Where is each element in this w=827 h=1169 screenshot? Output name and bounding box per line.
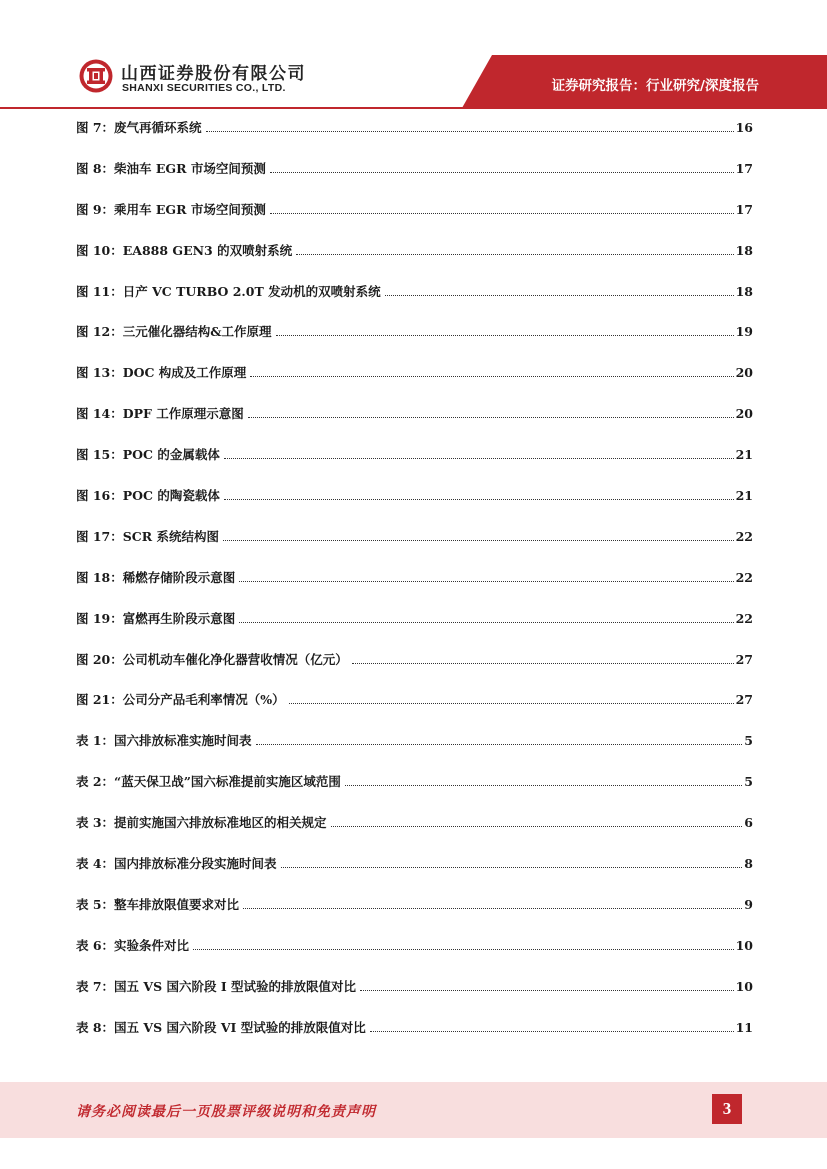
toc-entry-page: 11: [735, 1019, 753, 1035]
toc-entry-page: 20: [735, 406, 753, 422]
toc-entry-page: 16: [735, 120, 753, 135]
toc-entry[interactable]: [76, 484, 753, 525]
page-header: [0, 0, 827, 108]
toc-dot-leader: [289, 703, 734, 704]
toc-entry-page: 18: [735, 283, 753, 299]
toc-entry-label: 图 16：POC 的陶瓷载体: [76, 488, 220, 504]
toc-entry-page: 27: [735, 651, 753, 667]
toc-dot-leader: [239, 622, 733, 623]
toc-entry[interactable]: [76, 320, 753, 361]
toc-entry[interactable]: [76, 729, 753, 770]
toc-entry-label: 表 3：提前实施国六排放标准地区的相关规定: [76, 815, 327, 831]
toc-entry-page: 8: [744, 856, 753, 872]
toc-entry-label: 图 11：日产 VC TURBO 2.0T 发动机的双喷射系统: [76, 283, 381, 299]
toc-entry[interactable]: [76, 157, 753, 198]
toc-entry-label: 图 13：DOC 构成及工作原理: [76, 365, 247, 381]
toc-dot-leader: [281, 867, 743, 868]
toc-entry-page: 5: [744, 774, 753, 790]
toc-dot-leader: [270, 213, 734, 214]
disclaimer-text: 请务必阅读最后一页股票评级说明和免责声明: [76, 1104, 376, 1120]
toc-entry-page: 27: [735, 692, 753, 708]
shanxi-securities-logo-icon: [78, 58, 114, 94]
toc-dot-leader: [224, 499, 734, 500]
toc-entry[interactable]: [76, 566, 753, 607]
toc-entry-page: 19: [735, 324, 753, 340]
toc-entry-page: 18: [735, 242, 753, 258]
toc-entry-label: 表 7：国五 VS 国六阶段 I 型试验的排放限值对比: [76, 978, 357, 994]
toc-entry-label: 表 6：实验条件对比: [76, 937, 190, 953]
toc-entry[interactable]: [76, 893, 753, 934]
toc-entry[interactable]: [76, 198, 753, 239]
toc-dot-leader: [276, 335, 734, 336]
toc-entry-page: 21: [735, 488, 753, 504]
toc-entry[interactable]: [76, 1016, 753, 1057]
header-divider: [0, 107, 827, 109]
toc-entry[interactable]: [76, 975, 753, 1016]
toc-entry-label: 图 17：SCR 系统结构图: [76, 528, 219, 544]
toc-entry[interactable]: [76, 525, 753, 566]
toc-dot-leader: [250, 376, 733, 377]
toc-entry-label: 图 9：乘用车 EGR 市场空间预测: [76, 201, 266, 217]
toc-entry-label: 表 8：国五 VS 国六阶段 VI 型试验的排放限值对比: [76, 1019, 366, 1035]
toc-dot-leader: [360, 990, 734, 991]
toc-entry-page: 20: [735, 365, 753, 381]
toc-entry-label: 图 21：公司分产品毛利率情况（%）: [76, 692, 285, 708]
toc-entry[interactable]: [76, 648, 753, 689]
toc-dot-leader: [385, 295, 734, 296]
toc-dot-leader: [224, 458, 734, 459]
toc-entry-page: 10: [735, 978, 753, 994]
toc-entry[interactable]: [76, 116, 753, 157]
company-name-cn: 山西证券股份有限公司: [121, 64, 306, 84]
toc-dot-leader: [345, 785, 742, 786]
toc-entry-page: 5: [744, 733, 753, 749]
toc-entry[interactable]: [76, 607, 753, 648]
toc-entry[interactable]: [76, 811, 753, 852]
toc-entry-page: 22: [735, 569, 753, 585]
page-number: 3: [712, 1094, 742, 1124]
toc-dot-leader: [248, 417, 734, 418]
toc-entry-label: 图 7：废气再循环系统: [76, 120, 202, 135]
toc-entry-label: 表 5：整车排放限值要求对比: [76, 896, 240, 912]
toc-entry-label: 表 2：“蓝天保卫战”国六标准提前实施区域范围: [76, 774, 341, 790]
toc-entry[interactable]: [76, 402, 753, 443]
toc-dot-leader: [239, 581, 733, 582]
toc-entry-label: 图 12：三元催化器结构&工作原理: [76, 324, 272, 340]
toc-dot-leader: [223, 540, 734, 541]
toc-entry[interactable]: [76, 443, 753, 484]
toc-entry-label: 图 20：公司机动车催化净化器营收情况（亿元）: [76, 651, 348, 667]
toc-entry-page: 22: [735, 528, 753, 544]
toc-entry-label: 图 19：富燃再生阶段示意图: [76, 610, 236, 626]
toc-entry-label: 表 4：国内排放标准分段实施时间表: [76, 856, 277, 872]
toc-entry-page: 17: [735, 201, 753, 217]
toc-dot-leader: [352, 663, 734, 664]
toc-entry-label: 表 1：国六排放标准实施时间表: [76, 733, 252, 749]
toc-entry[interactable]: [76, 280, 753, 321]
company-name-en: SHANXI SECURITIES CO., LTD.: [122, 82, 286, 94]
toc-entry-label: 图 14：DPF 工作原理示意图: [76, 406, 244, 422]
toc-dot-leader: [370, 1031, 734, 1032]
toc-entry-page: 6: [744, 815, 753, 831]
toc-entry-page: 22: [735, 610, 753, 626]
toc-entry-label: 图 10：EA888 GEN3 的双喷射系统: [76, 242, 293, 258]
toc-entry-page: 21: [735, 447, 753, 463]
toc-entry[interactable]: [76, 361, 753, 402]
table-of-contents: [76, 116, 753, 1056]
toc-entry[interactable]: [76, 239, 753, 280]
toc-dot-leader: [206, 131, 734, 132]
toc-dot-leader: [193, 949, 734, 950]
toc-entry-label: 图 8：柴油车 EGR 市场空间预测: [76, 160, 266, 176]
toc-entry-label: 图 15：POC 的金属载体: [76, 447, 220, 463]
toc-entry[interactable]: [76, 688, 753, 729]
toc-dot-leader: [243, 908, 742, 909]
toc-entry[interactable]: [76, 770, 753, 811]
toc-dot-leader: [256, 744, 743, 745]
toc-dot-leader: [331, 826, 743, 827]
toc-entry-page: 17: [735, 160, 753, 176]
page-footer: [0, 1082, 827, 1138]
toc-entry[interactable]: [76, 852, 753, 893]
toc-dot-leader: [270, 172, 734, 173]
toc-entry[interactable]: [76, 934, 753, 975]
toc-dot-leader: [296, 254, 733, 255]
toc-entry-page: 9: [744, 896, 753, 912]
toc-entry-page: 10: [735, 937, 753, 953]
report-type-label: 证券研究报告：行业研究/深度报告: [551, 78, 759, 94]
toc-entry-label: 图 18：稀燃存储阶段示意图: [76, 569, 236, 585]
